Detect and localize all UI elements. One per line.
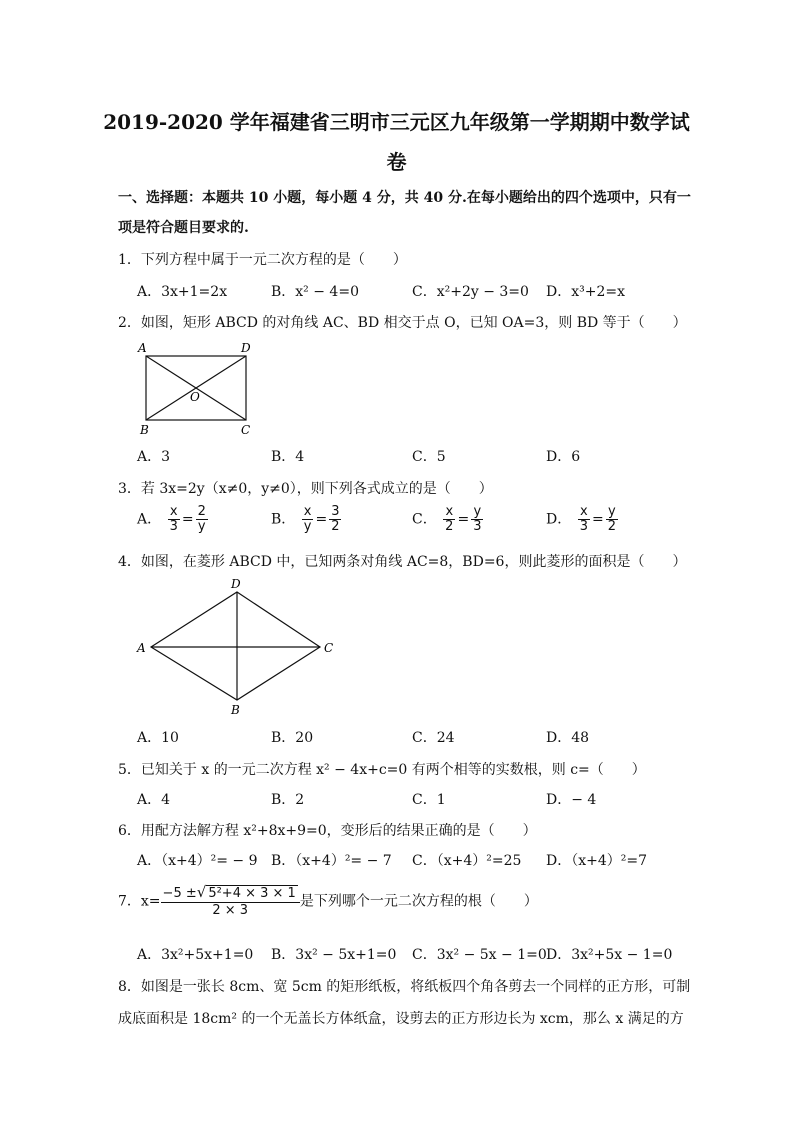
label-c: C bbox=[241, 423, 251, 437]
q7-prefix: 7．x= bbox=[118, 893, 161, 910]
q7-root-formula bbox=[161, 884, 300, 919]
page-title-line2: 卷 bbox=[386, 150, 407, 174]
q5-option-b: B．2 bbox=[271, 792, 305, 808]
q7-option-d: D．3x²+5x − 1=0 bbox=[546, 947, 673, 963]
q5-option-d: D．− 4 bbox=[546, 792, 597, 808]
q7-numerator bbox=[161, 884, 300, 903]
label-o: O bbox=[190, 390, 200, 404]
q3-d-left-num: x bbox=[578, 505, 590, 520]
question-4-options bbox=[137, 727, 737, 749]
q3-a-label: A． bbox=[137, 511, 162, 528]
question-7 bbox=[118, 884, 538, 919]
q2-option-c: C．5 bbox=[412, 449, 446, 465]
q3-b-left-fraction bbox=[302, 505, 314, 534]
question-8-line1: 8．如图是一张长 8cm、宽 5cm 的矩形纸板，将纸板四个角各剪去一个同样的正方形，可制 bbox=[118, 979, 691, 995]
q2-option-d: D．6 bbox=[546, 449, 581, 465]
q3-a-left-den: 3 bbox=[169, 519, 178, 534]
q3-c-right-fraction bbox=[471, 505, 483, 534]
rhombus-abcd bbox=[151, 592, 320, 700]
q5-option-c: C．1 bbox=[412, 792, 446, 808]
label-b: B bbox=[140, 423, 149, 437]
q3-a-right-fraction bbox=[196, 505, 208, 534]
q3-a-right-den: y bbox=[197, 519, 206, 534]
q3-d-label: D． bbox=[546, 511, 572, 528]
q3-option-c bbox=[412, 505, 485, 534]
q1-option-a: A．3x+1=2x bbox=[137, 284, 228, 300]
q3-c-right-den: 3 bbox=[473, 519, 482, 534]
q7-option-b: B．3x² − 5x+1=0 bbox=[271, 947, 397, 963]
question-1: 1．下列方程中属于一元二次方程的是（ ） bbox=[118, 252, 407, 268]
q3-c-left-fraction bbox=[443, 505, 455, 534]
label-a: A bbox=[138, 341, 147, 355]
label-a: A bbox=[137, 641, 146, 655]
question-6: 6．用配方法解方程 x²+8x+9=0，变形后的结果正确的是（ ） bbox=[118, 823, 537, 839]
q7-option-c: C．3x² − 5x − 1=0 bbox=[412, 947, 547, 963]
q3-c-left-den: 2 bbox=[445, 519, 454, 534]
q7-num-lead: −5 ± bbox=[162, 886, 197, 901]
question-3-options bbox=[137, 505, 737, 541]
q3-a-left-fraction bbox=[168, 505, 180, 534]
q3-b-right-den: 2 bbox=[331, 519, 340, 534]
page-title-line1: 2019-2020 学年福建省三明市三元区九年级第一学期期中数学试 bbox=[103, 110, 690, 134]
q6-option-a: A．（x+4）²= − 9 bbox=[137, 853, 258, 869]
label-d: D bbox=[231, 577, 241, 591]
q3-a-equals: = bbox=[181, 511, 194, 528]
question-8-line2: 成底面积是 18cm² 的一个无盖长方体纸盒，设剪去的正方形边长为 xcm，那么 x 满足的方 bbox=[118, 1011, 684, 1027]
q3-d-right-fraction bbox=[606, 505, 618, 534]
label-b: B bbox=[231, 703, 240, 717]
q3-d-equals: = bbox=[591, 511, 604, 528]
q6-option-b: B．（x+4）²= − 7 bbox=[271, 853, 392, 869]
q4-option-b: B．20 bbox=[271, 730, 314, 746]
q1-option-c: C．x²+2y − 3=0 bbox=[412, 284, 529, 300]
q7-option-a: A．3x²+5x+1=0 bbox=[137, 947, 254, 963]
question-7-options bbox=[137, 944, 737, 966]
q7-denominator: 2 × 3 bbox=[212, 903, 249, 918]
q6-option-c: C．（x+4）²=25 bbox=[412, 853, 522, 869]
q6-option-d: D．（x+4）²=7 bbox=[546, 853, 648, 869]
question-5-options bbox=[137, 789, 737, 811]
q3-option-a bbox=[137, 505, 210, 534]
q2-option-b: B．4 bbox=[271, 449, 305, 465]
q3-c-right-num: y bbox=[471, 505, 483, 520]
q3-b-label: B． bbox=[271, 511, 296, 528]
q1-option-b: B．x² − 4=0 bbox=[271, 284, 359, 300]
q3-b-left-num: x bbox=[303, 504, 312, 519]
question-1-options bbox=[137, 281, 737, 303]
rectangle-figure bbox=[134, 338, 264, 438]
q4-option-d: D．48 bbox=[546, 730, 590, 746]
q3-d-right-den: 2 bbox=[607, 519, 616, 534]
q4-option-c: C．24 bbox=[412, 730, 455, 746]
label-d: D bbox=[241, 341, 251, 355]
question-5: 5．已知关于 x 的一元二次方程 x² − 4x+c=0 有两个相等的实数根，则 c=（ ） bbox=[118, 762, 646, 778]
q3-b-right-fraction bbox=[329, 505, 341, 534]
q7-radicand: 5²+4 × 3 × 1 bbox=[208, 886, 296, 901]
section-heading-line2: 项是符合题目要求的. bbox=[118, 220, 249, 236]
q3-option-b bbox=[271, 505, 343, 534]
q4-option-a: A．10 bbox=[137, 730, 179, 746]
q3-d-left-den: 3 bbox=[579, 519, 588, 534]
label-c: C bbox=[324, 641, 334, 655]
q3-option-d bbox=[546, 505, 620, 534]
section-heading-line1: 一、选择题：本题共 10 小题，每小题 4 分，共 40 分.在每小题给出的四个选项中，只有一 bbox=[118, 190, 691, 206]
q3-b-right-num: 3 bbox=[331, 504, 340, 519]
q3-c-left-num: x bbox=[443, 505, 455, 520]
q3-b-left-den: y bbox=[303, 519, 312, 534]
question-2-options bbox=[137, 446, 737, 468]
q3-b-equals: = bbox=[315, 511, 328, 528]
q7-suffix: 是下列哪个一元二次方程的根（ ） bbox=[299, 893, 538, 910]
q3-d-right-num: y bbox=[606, 505, 618, 520]
q3-d-left-fraction bbox=[578, 505, 590, 534]
q3-a-right-num: 2 bbox=[197, 504, 206, 519]
rhombus-figure bbox=[134, 574, 344, 719]
q3-c-equals: = bbox=[457, 511, 470, 528]
q3-a-left-num: x bbox=[168, 505, 180, 520]
q1-option-d: D．x³+2=x bbox=[546, 284, 625, 300]
q2-option-a: A．3 bbox=[137, 449, 171, 465]
question-2: 2．如图，矩形 ABCD 的对角线 AC、BD 相交于点 O，已知 OA=3，则 BD 等于（ ） bbox=[118, 315, 687, 331]
question-4: 4．如图，在菱形 ABCD 中，已知两条对角线 AC=8，BD=6，则此菱形的面积是（ ） bbox=[118, 554, 687, 570]
q5-option-a: A．4 bbox=[137, 792, 171, 808]
sqrt-symbol: √ bbox=[196, 883, 207, 901]
q3-c-label: C． bbox=[412, 511, 437, 528]
question-3: 3．若 3x=2y（x≠0，y≠0），则下列各式成立的是（ ） bbox=[118, 481, 493, 497]
question-6-options bbox=[137, 850, 737, 872]
